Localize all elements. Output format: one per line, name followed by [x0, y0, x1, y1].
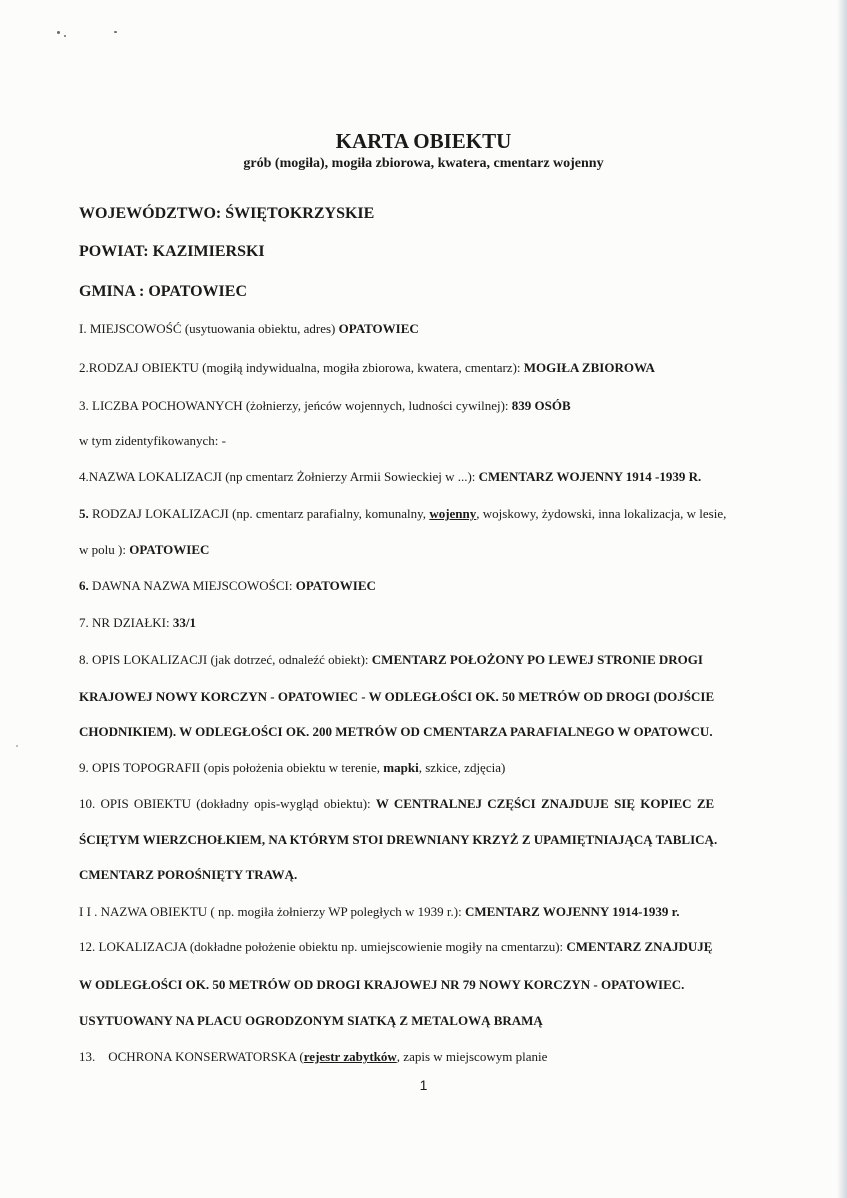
scan-speck — [16, 745, 18, 747]
section-3-label: 3. LICZBA POCHOWANYCH (żołnierzy, jeńców wojennych, ludności cywilnej): — [79, 398, 512, 413]
scan-edge-shadow — [837, 0, 847, 1198]
section-10-opis-obiektu — [79, 796, 714, 812]
section-8-opis-lokalizacji — [79, 652, 703, 668]
section-10-value-line3: CMENTARZ POROŚNIĘTY TRAWĄ. — [79, 867, 298, 882]
section-9-opis-topografii — [79, 760, 505, 776]
section-4-label: 4.NAZWA LOKALIZACJI (np cmentarz Żołnierzy Armii Sowieckiej w ...): — [79, 469, 479, 484]
section-5-label-a: RODZAJ LOKALIZACJI (np. cmentarz parafialny, komunalny, — [88, 506, 430, 521]
section-11-value: CMENTARZ WOJENNY 1914-1939 r. — [464, 904, 680, 919]
section-6-number: 6. — [79, 578, 89, 593]
section-6-dawna-nazwa — [79, 578, 376, 594]
section-9-label-a: 9. OPIS TOPOGRAFII (opis położenia obiektu w terenie, — [79, 760, 384, 775]
section-3-identified: w tym zidentyfikowanych: - — [79, 433, 226, 448]
section-12-label: 12. LOKALIZACJA (dokładne położenie obiektu np. umiejscowienie mogiły na cmentarzu): — [79, 939, 567, 954]
powiat-heading: POWIAT: KAZIMIERSKI — [79, 243, 265, 260]
section-9-label-b: , szkice, zdjęcia) — [418, 760, 506, 775]
section-12-value-line1: CMENTARZ ZNAJDUJĘ — [566, 939, 713, 954]
document-subtitle: grób (mogiła), mogiła zbiorowa, kwatera, cmentarz wojenny — [243, 156, 604, 171]
section-11-label: I I . NAZWA OBIEKTU ( np. mogiła żołnierzy WP poległych w 1939 r.): — [79, 904, 465, 919]
document-title: KARTA OBIEKTU — [335, 129, 512, 153]
section-12-value-line2: W ODLEGŁOŚCI OK. 50 METRÓW OD DROGI KRAJOWEJ NR 79 NOWY KORCZYN - OPATOWIEC. — [79, 977, 685, 992]
section-5-rodzaj-lokalizacji — [79, 506, 726, 522]
section-13-label-b: , zapis w miejscowym planie — [396, 1049, 548, 1064]
section-3-value: 839 OSÓB — [511, 398, 571, 413]
section-8-value-line3: CHODNIKIEM). W ODLEGŁOŚCI OK. 200 METRÓW OD CMENTARZA PARAFIALNEGO W OPATOWCU. — [79, 724, 713, 739]
section-2-label: 2.RODZAJ OBIEKTU (mogiłą indywidualna, mogiła zbiorowa, kwatera, cmentarz): — [79, 360, 524, 375]
section-5-line-2 — [79, 542, 209, 558]
section-7-nr-dzialki — [79, 615, 196, 631]
section-4-value: CMENTARZ WOJENNY 1914 -1939 R. — [478, 469, 702, 484]
section-4-nazwa-lokalizacji — [79, 469, 701, 485]
section-1-miejscowosc — [79, 321, 419, 337]
section-5-underlined: wojenny — [429, 506, 477, 521]
section-7-label: 7. NR DZIAŁKI: — [79, 615, 173, 630]
section-6-label: DAWNA NAZWA MIEJSCOWOŚCI: — [88, 578, 296, 593]
section-10-label: 10. OPIS OBIEKTU (dokładny opis-wygląd obiektu): — [79, 796, 376, 811]
page-number: 1 — [419, 1077, 428, 1093]
section-7-value: 33/1 — [172, 615, 197, 630]
section-5-number: 5. — [79, 506, 89, 521]
section-12-value-line3: USYTUOWANY NA PLACU OGRODZONYM SIATKĄ Z METALOWĄ BRAMĄ — [79, 1013, 543, 1028]
section-13-underlined: rejestr zabytków — [303, 1049, 397, 1064]
gmina-heading: GMINA : OPATOWIEC — [79, 283, 248, 300]
section-5-line2-label: w polu ): — [79, 542, 130, 557]
section-12-lokalizacja — [79, 939, 712, 955]
section-13-ochrona-konserwatorska — [79, 1049, 547, 1065]
section-6-value: OPATOWIEC — [295, 578, 376, 593]
section-1-label: I. MIEJSCOWOŚĆ (usytuowania obiektu, adres) — [79, 321, 339, 336]
section-2-value: MOGIŁA ZBIOROWA — [523, 360, 655, 375]
scan-speck — [114, 31, 117, 33]
section-1-value: OPATOWIEC — [338, 321, 419, 336]
section-8-value-line2: KRAJOWEJ NOWY KORCZYN - OPATOWIEC - W ODLEGŁOŚCI OK. 50 METRÓW OD DROGI (DOJŚCIE — [79, 689, 715, 704]
section-10-value-line2: ŚCIĘTYM WIERZCHOŁKIEM, NA KTÓRYM STOI DREWNIANY KRZYŻ Z UPAMIĘTNIAJĄCĄ TABLICĄ. — [79, 832, 718, 847]
section-9-bold: mapki — [383, 760, 419, 775]
section-5-label-b: , wojskowy, żydowski, inna lokalizacja, w lesie, — [476, 506, 727, 521]
wojewodztwo-heading: WOJEWÓDZTWO: ŚWIĘTOKRZYSKIE — [79, 205, 375, 222]
section-13-label-a: 13. OCHRONA KONSERWATORSKA ( — [79, 1049, 304, 1064]
section-11-nazwa-obiektu — [79, 904, 679, 920]
scan-speck — [57, 31, 60, 34]
section-10-value-line1: W CENTRALNEJ CZĘŚCI ZNAJDUJE SIĘ KOPIEC ZE — [375, 796, 715, 811]
section-5-value: OPATOWIEC — [129, 542, 210, 557]
section-3-liczba-pochowanych — [79, 398, 571, 414]
section-8-label: 8. OPIS LOKALIZACJI (jak dotrzeć, odnaleźć obiekt): — [79, 652, 372, 667]
scan-speck — [64, 35, 66, 37]
section-8-value-line1: CMENTARZ POŁOŻONY PO LEWEJ STRONIE DROGI — [371, 652, 703, 667]
section-2-rodzaj-obiektu — [79, 360, 655, 376]
